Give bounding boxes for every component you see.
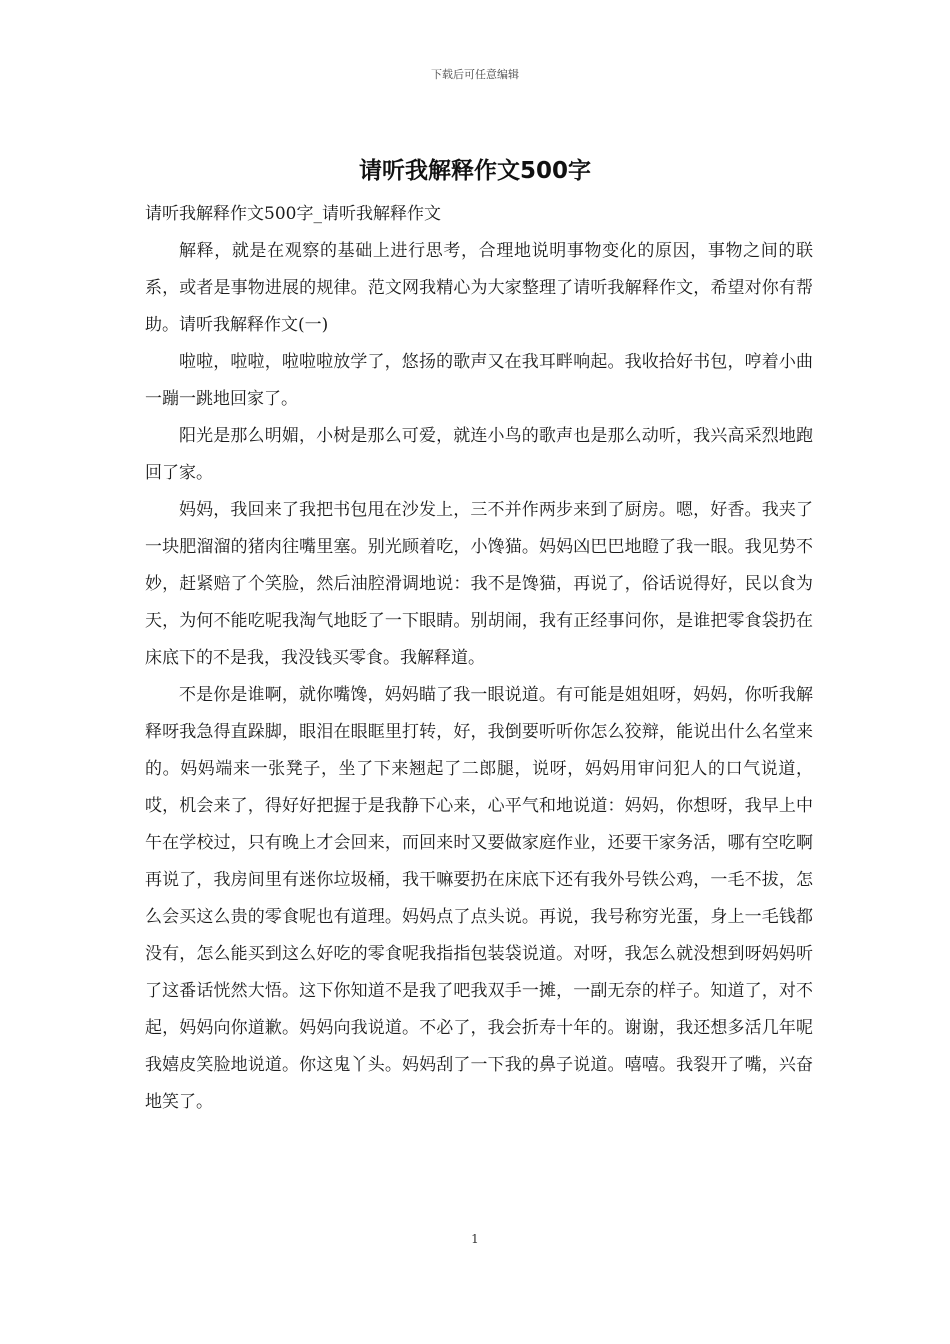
page-number: 1 <box>471 1232 479 1246</box>
header-note: 下载后可任意编辑 <box>431 68 519 81</box>
paragraph-kitchen: 妈妈，我回来了我把书包甩在沙发上，三不并作两步来到了厨房。嗯，好香。我夹了一块肥溜溜的猪肉往嘴里塞。别光顾着吃，小馋猫。妈妈凶巴巴地瞪了我一眼。我见势不妙，赶紧赔了个笑脸，然后油腔滑调地说：我不是馋猫，再说了，俗话说得好，民以食为天，为何不能吃呢我淘气地眨了一下眼睛。别胡闹，我有正经事问你，是谁把零食袋扔在床底下的不是我，我没钱买零食。我解释道。 <box>145 500 813 668</box>
document-title: 请听我解释作文500字 <box>358 158 591 184</box>
paragraph-after-school: 啦啦，啦啦，啦啦啦放学了，悠扬的歌声又在我耳畔响起。我收拾好书包，哼着小曲一蹦一跳地回家了。 <box>145 352 813 409</box>
paragraph-sunshine: 阳光是那么明媚，小树是那么可爱，就连小鸟的歌声也是那么动听，我兴高采烈地跑回了家。 <box>145 426 813 483</box>
document-subtitle: 请听我解释作文500字_请听我解释作文 <box>145 204 441 224</box>
paragraph-intro: 解释，就是在观察的基础上进行思考，合理地说明事物变化的原因，事物之间的联系，或者是事物进展的规律。范文网我精心为大家整理了请听我解释作文，希望对你有帮助。请听我解释作文(一) <box>145 241 813 335</box>
paragraph-explanation: 不是你是谁啊，就你嘴馋，妈妈瞄了我一眼说道。有可能是姐姐呀，妈妈，你听我解释呀我急得直跺脚，眼泪在眼眶里打转，好，我倒要听听你怎么狡辩，能说出什么名堂来的。妈妈端来一张凳子，坐了下来翘起了二郎腿，说呀，妈妈用审问犯人的口气说道，哎，机会来了，得好好把握于是我静下心来，心平气和地说道：妈妈，你想呀，我早上中午在学校过，只有晚上才会回来，而回来时又要做家庭作业，还要干家务活，哪有空吃啊再说了，我房间里有迷你垃圾桶，我干嘛要扔在床底下还有我外号铁公鸡，一毛不拔，怎么会买这么贵的零食呢也有道理。妈妈点了点头说。再说，我号称穷光蛋，身上一毛钱都没有，怎么能买到这么好吃的零食呢我指指包装袋说道。对呀，我怎么就没想到呀妈妈听了这番话恍然大悟。这下你知道不是我了吧我双手一摊，一副无奈的样子。知道了，对不起，妈妈向你道歉。妈妈向我说道。不必了，我会折寿十年的。谢谢，我还想多活几年呢我嬉皮笑脸地说道。你这鬼丫头。妈妈刮了一下我的鼻子说道。嘻嘻。我裂开了嘴，兴奋地笑了。 <box>145 685 813 1112</box>
document-body <box>145 196 813 1121</box>
